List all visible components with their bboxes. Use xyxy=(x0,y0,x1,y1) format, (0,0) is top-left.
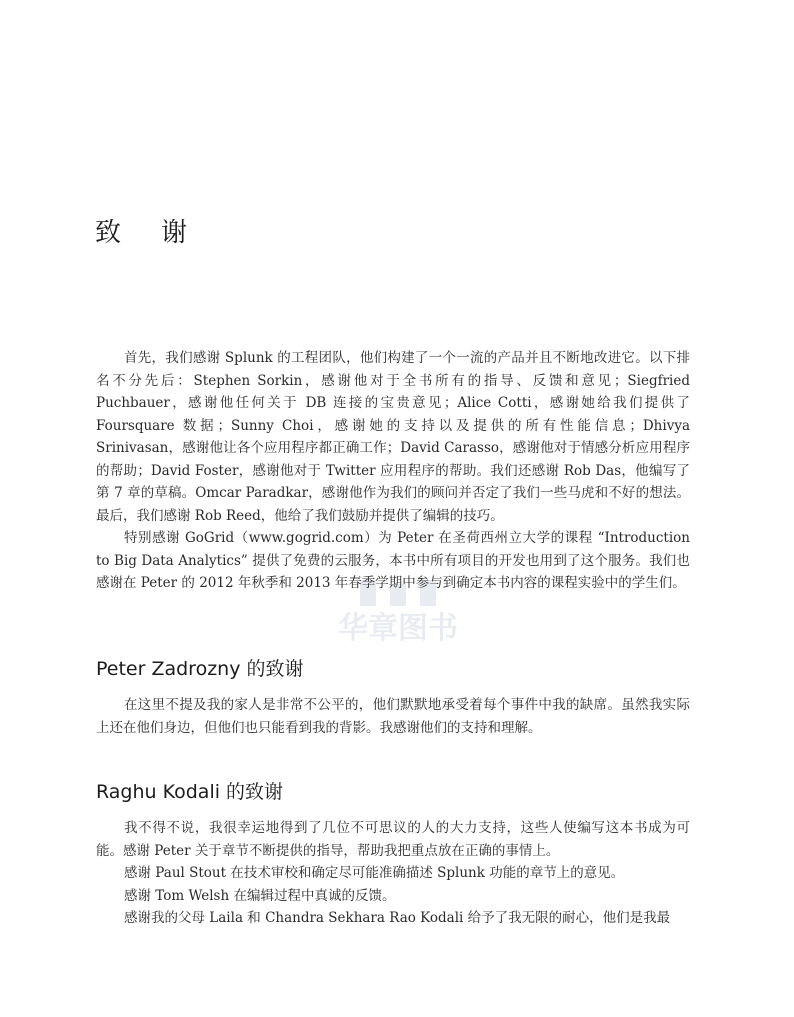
raghu-paragraph-4: 感谢我的父母 Laila 和 Chandra Sekhara Rao Kodali 给予了我无限的耐心，他们是我最 xyxy=(124,910,671,926)
raghu-section-heading: Raghu Kodali 的致谢 xyxy=(96,781,284,803)
peter-section-heading: Peter Zadrozny 的致谢 xyxy=(96,658,304,680)
raghu-section xyxy=(96,817,690,930)
peter-section xyxy=(96,694,690,739)
raghu-paragraph-1: 我不得不说，我很幸运地得到了几位不可思议的人的大力支持，这些人使编写这本书成为可能。感谢 Peter 关于章节不断提供的指导，帮助我把重点放在正确的事情上。 xyxy=(96,820,690,859)
intro-paragraph-1: 首先，我们感谢 Splunk 的工程团队，他们构建了一个一流的产品并且不断地改进它。以下排名不分先后：Stephen Sorkin，感谢他对于全书所有的指导、反馈和意见；Siegfried Puchbauer，感谢他任何关于 DB 连接的宝贵意见；Alice Cotti，感谢她给我们提供了 Foursquare 数据；Sunny Choi，感谢她的支持以及提供的所有性能信息；Dhivya Srinivasan，感谢他让各个应用程序都正确工作；David Carasso，感谢他对于情感分析应用程序的帮助；David Foster，感谢他对于 Twitter 应用程序的帮助。我们还感谢 Rob Das，他编写了第 7 章的草稿。Omcar Paradkar，感谢他作为我们的顾问并否定了我们一些马虎和不好的想法。最后，我们感谢 Rob Reed，他给了我们鼓励并提供了编辑的技巧。 xyxy=(96,350,690,524)
chapter-title: 致谢 xyxy=(95,218,228,248)
peter-paragraph-1: 在这里不提及我的家人是非常不公平的，他们默默地承受着每个事件中我的缺席。虽然我实际上还在他们身边，但他们也只能看到我的背影。我感谢他们的支持和理解。 xyxy=(96,697,690,736)
raghu-paragraph-3: 感谢 Tom Welsh 在编辑过程中真诚的反馈。 xyxy=(124,887,396,904)
raghu-paragraph-2: 感谢 Paul Stout 在技术审校和确定尽可能准确描述 Splunk 功能的章节上的意见。 xyxy=(124,865,625,881)
intro-section xyxy=(96,347,690,595)
watermark-text: 华章图书 xyxy=(338,611,458,646)
intro-paragraph-2: 特别感谢 GoGrid（www.gogrid.com）为 Peter 在圣荷西州立大学的课程 “Introduction to Big Data Analytics” 提供了免费的云服务，本书中所有项目的开发也用到了这个服务。我们也感谢在 Peter 的 2012 年秋季和 2013 年春季学期中参与到确定本书内容的课程实验中的学生们。 xyxy=(96,530,690,591)
